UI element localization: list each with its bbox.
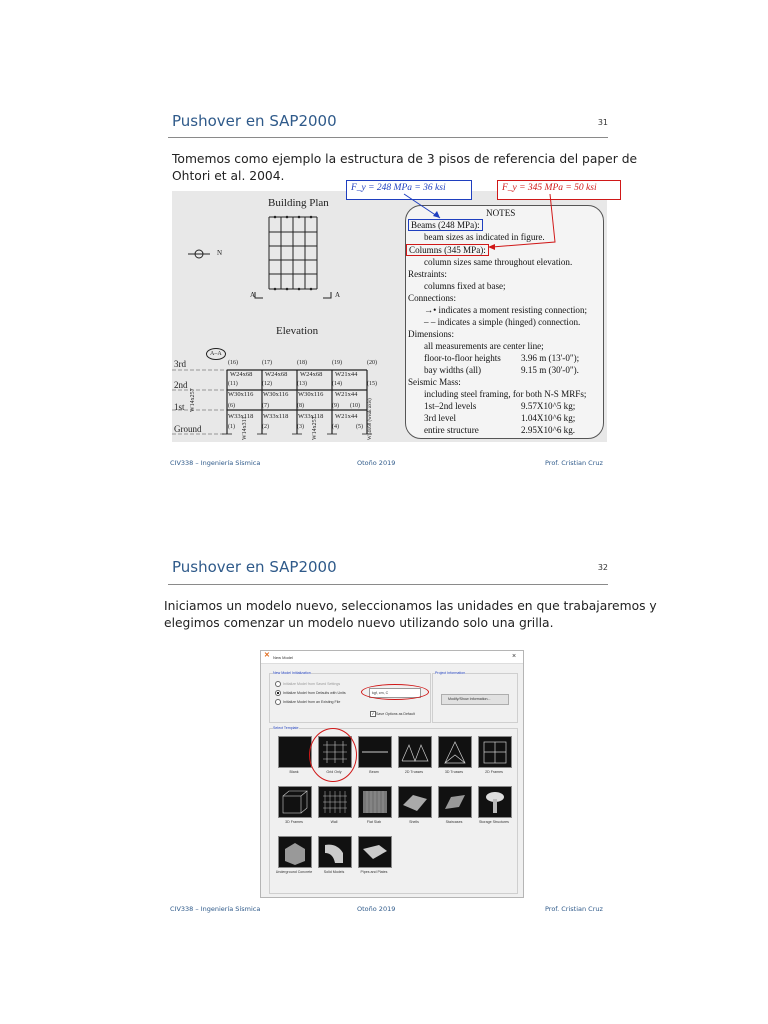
column-label: W14x68 (weak axis) (368, 398, 373, 440)
node-label: (17) (262, 360, 272, 366)
notes-value: 3.96 m (13'-0"); (521, 353, 580, 363)
footer-term: Otoño 2019 (357, 905, 396, 913)
dialog-title: New Model (273, 655, 294, 660)
option-label: Initialize Model from Defaults with Units (283, 691, 346, 695)
body-line-1: Tomemos como ejemplo la estructura de 3 pisos de referencia del paper de (172, 152, 638, 166)
save-default-label: Save Options as Default (376, 712, 415, 716)
beam-icon (359, 737, 391, 767)
beam-label: W30x116 (263, 391, 289, 398)
notes-value: 9.57X10^5 kg; (521, 401, 576, 411)
notes-line: 3rd level (424, 413, 457, 423)
footer-course: CIV338 – Ingeniería Sísmica (170, 459, 261, 467)
node-label: (10) (350, 403, 360, 409)
radio-saved-settings[interactable] (275, 681, 281, 687)
grid-only-highlight-circle (309, 728, 357, 782)
node-label: (12) (262, 381, 272, 387)
level-label: Ground (174, 424, 202, 434)
notes-line: columns fixed at base; (424, 281, 506, 291)
template-pipes-plates[interactable] (358, 836, 392, 868)
template-label: Shells (409, 820, 419, 824)
notes-line-columns: Columns (345 MPa): (406, 244, 489, 256)
elevation-title: Elevation (276, 325, 319, 337)
title-rule (168, 584, 608, 585)
node-label: (9) (332, 403, 339, 409)
template-label: 2D Frames (485, 770, 503, 774)
notes-line: Seismic Mass: (408, 377, 461, 387)
node-label: (14) (332, 381, 342, 387)
node-label: (6) (228, 403, 235, 409)
radio-defaults-units[interactable] (275, 690, 281, 696)
template-3d-frames[interactable] (278, 786, 312, 818)
sap-logo-icon: ✕ (264, 652, 270, 659)
beam-label: W30x116 (298, 391, 324, 398)
truss-icon (399, 737, 431, 767)
units-highlight-ellipse (361, 684, 429, 700)
notes-line: Restraints: (408, 269, 447, 279)
slab-icon (359, 787, 391, 817)
frame-icon (479, 737, 511, 767)
node-label: (16) (228, 360, 238, 366)
annotation-arrows (400, 192, 570, 252)
level-label: 1st (174, 402, 185, 412)
beam-label: W24x68 (265, 371, 288, 378)
notes-line: column sizes same throughout elevation. (424, 257, 573, 267)
beam-label: W33x118 (298, 413, 324, 420)
beam-label: W24x68 (300, 371, 323, 378)
node-label: (2) (262, 424, 269, 430)
template-label: Pipes and Plates (360, 870, 388, 874)
template-underground-concrete[interactable] (278, 836, 312, 868)
template-shells[interactable] (398, 786, 432, 818)
node-label: (15) (367, 381, 377, 387)
template-blank[interactable] (278, 736, 312, 768)
footer-author: Prof. Cristian Cruz (545, 459, 603, 467)
notes-line: including steel framing, for both N-S MRFs; (424, 389, 587, 399)
column-label: W14x311 (242, 416, 248, 440)
template-label: Beam (369, 770, 379, 774)
project-group-label: Project Information (435, 671, 466, 675)
node-label: (7) (262, 403, 269, 409)
template-label: Underground Concrete (275, 870, 313, 874)
section-marker-left: A (250, 291, 256, 299)
template-solid-models[interactable] (318, 836, 352, 868)
node-label: (1) (228, 424, 235, 430)
body-line-2: elegimos comenzar un modelo nuevo utilizando solo una grilla. (164, 616, 554, 630)
notes-heading: NOTES (486, 208, 516, 218)
notes-line-beams: Beams (248 MPa): (408, 219, 483, 231)
beam-label: W21x44 (335, 371, 358, 378)
notes-value: 9.15 m (30'-0"). (521, 365, 579, 375)
section-marker-right: A (335, 291, 341, 299)
node-label: (19) (332, 360, 342, 366)
notes-line: 1st–2nd levels (424, 401, 477, 411)
template-label: Storage Structures (479, 820, 509, 824)
template-wall[interactable] (318, 786, 352, 818)
node-label: (20) (367, 360, 377, 366)
column-label: W14x257 (190, 388, 196, 412)
option-label: Initialize Model from an Existing File (283, 700, 341, 704)
notes-line: floor-to-floor heights (424, 353, 501, 363)
template-label: 3D Trusses (444, 770, 464, 774)
template-label: Wall (330, 820, 338, 824)
notes-value: 1.04X10^6 kg; (521, 413, 576, 423)
slide-title: Pushover en SAP2000 (172, 558, 337, 576)
node-label: (13) (297, 381, 307, 387)
template-label: 3D Frames (285, 820, 303, 824)
close-icon[interactable]: × (512, 653, 517, 660)
modify-info-button[interactable]: Modify/Show Information... (441, 694, 509, 705)
stair-icon (439, 787, 471, 817)
new-model-dialog (260, 650, 524, 898)
box-icon (279, 837, 311, 867)
notes-line: Dimensions: (408, 329, 454, 339)
beam-label: W33x118 (263, 413, 289, 420)
wall-icon (319, 787, 351, 817)
node-label: (4) (332, 424, 339, 430)
template-beam[interactable] (358, 736, 392, 768)
page-number: 32 (597, 563, 608, 572)
north-label: N (217, 249, 223, 257)
notes-line: entire structure (424, 425, 479, 435)
template-label: Grid Only (326, 770, 342, 774)
node-label: (8) (297, 403, 304, 409)
template-storage-structures[interactable] (478, 786, 512, 818)
template-label: Staircases (445, 820, 463, 824)
template-flat-slab[interactable] (358, 786, 392, 818)
template-label: 2D Trusses (404, 770, 424, 774)
node-label: (5) (356, 424, 363, 430)
save-default-checkbox[interactable]: ✓ (371, 711, 375, 716)
beam-label: W24x68 (230, 371, 253, 378)
level-label: 2nd (174, 380, 188, 390)
radio-existing-file[interactable] (275, 699, 281, 705)
column-label: W14x257 (312, 416, 318, 440)
template-label: Flat Slab (366, 820, 382, 824)
template-2d-frames[interactable] (478, 736, 512, 768)
footer-course: CIV338 – Ingeniería Sísmica (170, 905, 261, 913)
pipe-icon (359, 837, 391, 867)
template-label: Solid Models (323, 870, 345, 874)
template-staircases[interactable] (438, 786, 472, 818)
option-label: Initialize Model from Saved Settings (283, 682, 341, 686)
beam-label: W30x116 (228, 391, 254, 398)
node-label: (18) (297, 360, 307, 366)
building-plan-drawing (185, 212, 360, 302)
init-group-label: New Model Initialization (273, 671, 311, 675)
node-label: (11) (228, 381, 238, 387)
column-yield-equation: F_y = 345 MPa = 50 ksi (497, 180, 621, 200)
beam-label: W21x44 (335, 391, 358, 398)
units-select[interactable]: kgf, cm, C (369, 688, 421, 698)
beam-yield-equation: F_y = 248 MPa = 36 ksi (346, 180, 472, 200)
notes-line: Connections: (408, 293, 456, 303)
body-line-2: Ohtori et al. 2004. (172, 169, 285, 183)
notes-line: bay widths (all) (424, 365, 482, 375)
page-number: 31 (597, 118, 608, 127)
notes-line: →• indicates a moment resisting connection; (424, 305, 588, 315)
shell-icon (399, 787, 431, 817)
level-label: 3rd (174, 359, 186, 369)
solid-icon (319, 837, 351, 867)
plan-title: Building Plan (268, 197, 329, 209)
template-2d-trusses[interactable] (398, 736, 432, 768)
body-line-1: Iniciamos un modelo nuevo, seleccionamos las unidades en que trabajaremos y (164, 599, 657, 613)
3d-truss-icon (439, 737, 471, 767)
template-label: Blank (289, 770, 299, 774)
node-label: (3) (297, 424, 304, 430)
notes-line: beam sizes as indicated in figure. (424, 232, 545, 242)
3d-frame-icon (279, 787, 311, 817)
title-rule (168, 137, 608, 138)
footer-term: Otoño 2019 (357, 459, 396, 467)
tank-icon (479, 787, 511, 817)
notes-line: all measurements are center line; (424, 341, 544, 351)
template-3d-trusses[interactable] (438, 736, 472, 768)
footer-author: Prof. Cristian Cruz (545, 905, 603, 913)
notes-line: – – indicates a simple (hinged) connection. (424, 317, 581, 327)
notes-value: 2.95X10^6 kg. (521, 425, 576, 435)
beam-label: W21x44 (335, 413, 358, 420)
dialog-titlebar (261, 651, 523, 664)
section-tag: A–A (206, 348, 226, 360)
slide-title: Pushover en SAP2000 (172, 112, 337, 130)
beam-label: W33x118 (228, 413, 254, 420)
template-group-label: Select Template (273, 726, 299, 730)
